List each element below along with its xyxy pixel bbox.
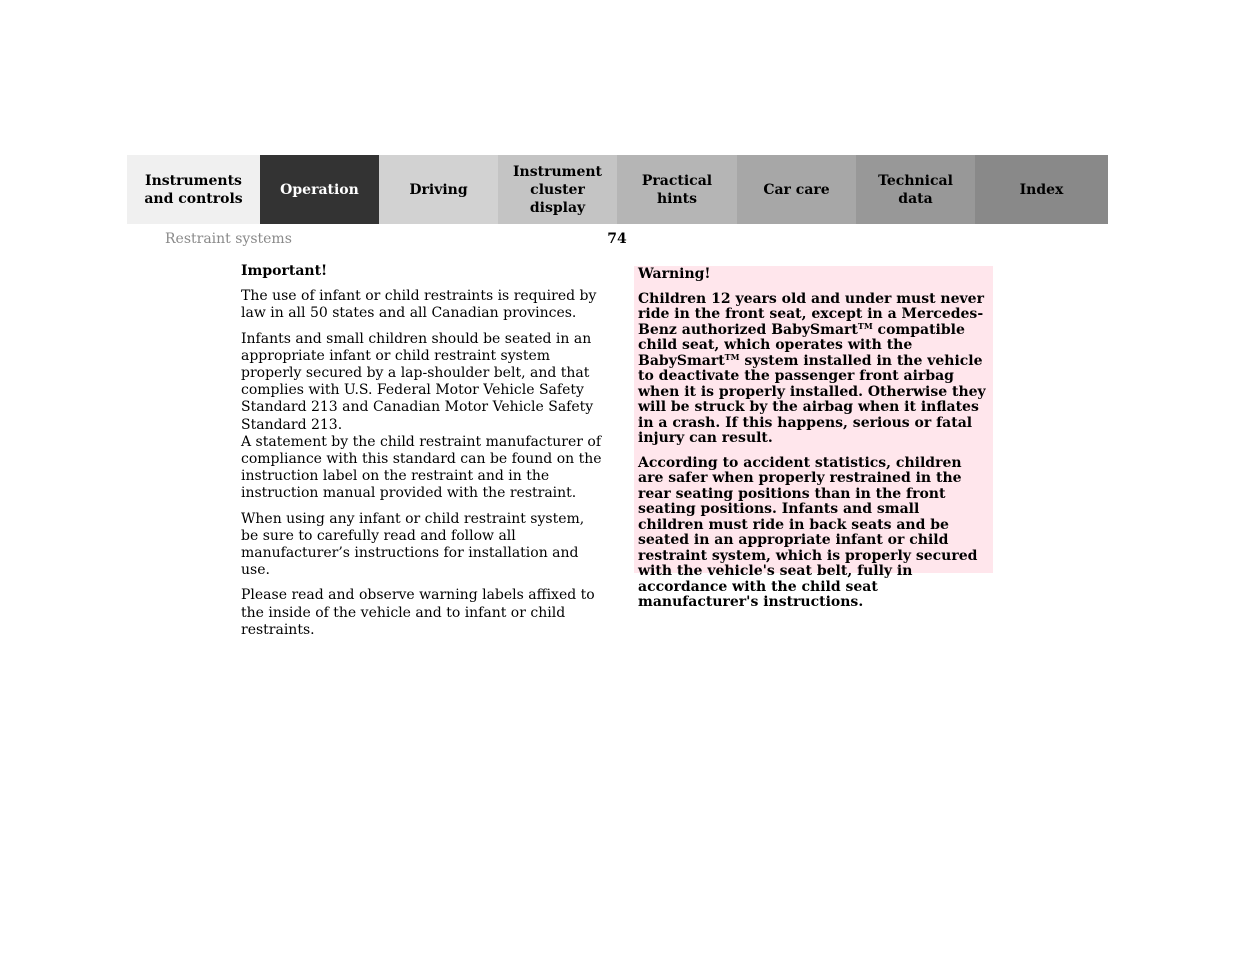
- important-heading: Important!: [241, 263, 328, 279]
- page-number: 74: [607, 231, 627, 247]
- tab-driving[interactable]: [379, 155, 498, 224]
- warning-title: Warning!: [638, 266, 711, 282]
- paragraph-statement: A statement by the child restraint manufacturer of compliance with this standard can be found on the instruction label on the restraint and in the instruction manual provided with the restraint.: [241, 433, 602, 502]
- warning-box: [634, 266, 993, 610]
- tab-index[interactable]: [975, 155, 1108, 224]
- trademark-mark: TM: [724, 351, 740, 362]
- warning-text-part3: system installed in the vehicle to deactivate the passenger front airbag when it is properly installed. Otherwise they will be struck by the airbag when it inflates in a crash. If this happens, serious or fatal injury can result.: [638, 352, 986, 446]
- tab-label: Instrument cluster display: [513, 163, 602, 216]
- chapter-tab-bar: [127, 155, 1108, 224]
- warning-paragraph-statistics: According to accident statistics, children are safer when properly restrained in the rear seating positions than in the front seating positions. Infants and small children must ride in back seats and be seated in an appropriate infant or child restraint system, which is properly secured with the vehicle's seat belt, fully in accordance with the child seat manufacturer's instructions.: [638, 454, 978, 610]
- tab-instrument-cluster-display[interactable]: [498, 155, 617, 224]
- tab-label: Practical hints: [641, 172, 713, 207]
- important-notes: [241, 263, 603, 647]
- paragraph-seating: Infants and small children should be seated in an appropriate infant or child restraint system properly secured by a lap-shoulder belt, and that complies with U.S. Federal Motor Vehicle Safety Standard 213 and Canadian Motor Vehicle Safety Standard 213.: [241, 330, 594, 433]
- paragraph-labels: Please read and observe warning labels affixed to the inside of the vehicle and to infant or child restraints.: [241, 587, 595, 638]
- trademark-mark: TM: [857, 320, 873, 331]
- tab-technical-data[interactable]: [856, 155, 975, 224]
- tab-label: Technical data: [878, 172, 953, 207]
- warning-text-part1: Children 12 years old and under must never ride in the front seat, except in a Mercedes-Benz authorized BabySmart: [638, 290, 984, 338]
- warning-text-part2: compatible child seat, which operates with the BabySmart: [638, 321, 965, 369]
- tab-instruments-and-controls[interactable]: [127, 155, 260, 224]
- tab-operation[interactable]: [260, 155, 379, 224]
- tab-car-care[interactable]: [737, 155, 856, 224]
- tab-practical-hints[interactable]: [617, 155, 737, 224]
- section-title: Restraint systems: [165, 231, 292, 247]
- tab-label: Car care: [763, 181, 830, 198]
- paragraph-law: The use of infant or child restraints is required by law in all 50 states and all Canadian provinces.: [241, 288, 597, 322]
- tab-label: Instruments and controls: [144, 172, 243, 207]
- tab-label: Index: [1019, 181, 1064, 198]
- tab-label: Operation: [280, 181, 359, 198]
- tab-label: Driving: [409, 181, 468, 198]
- warning-paragraph-front-seat: [638, 292, 989, 447]
- paragraph-installation: When using any infant or child restraint system, be sure to carefully read and follow all manufacturer’s instructions for installation and use.: [241, 510, 585, 579]
